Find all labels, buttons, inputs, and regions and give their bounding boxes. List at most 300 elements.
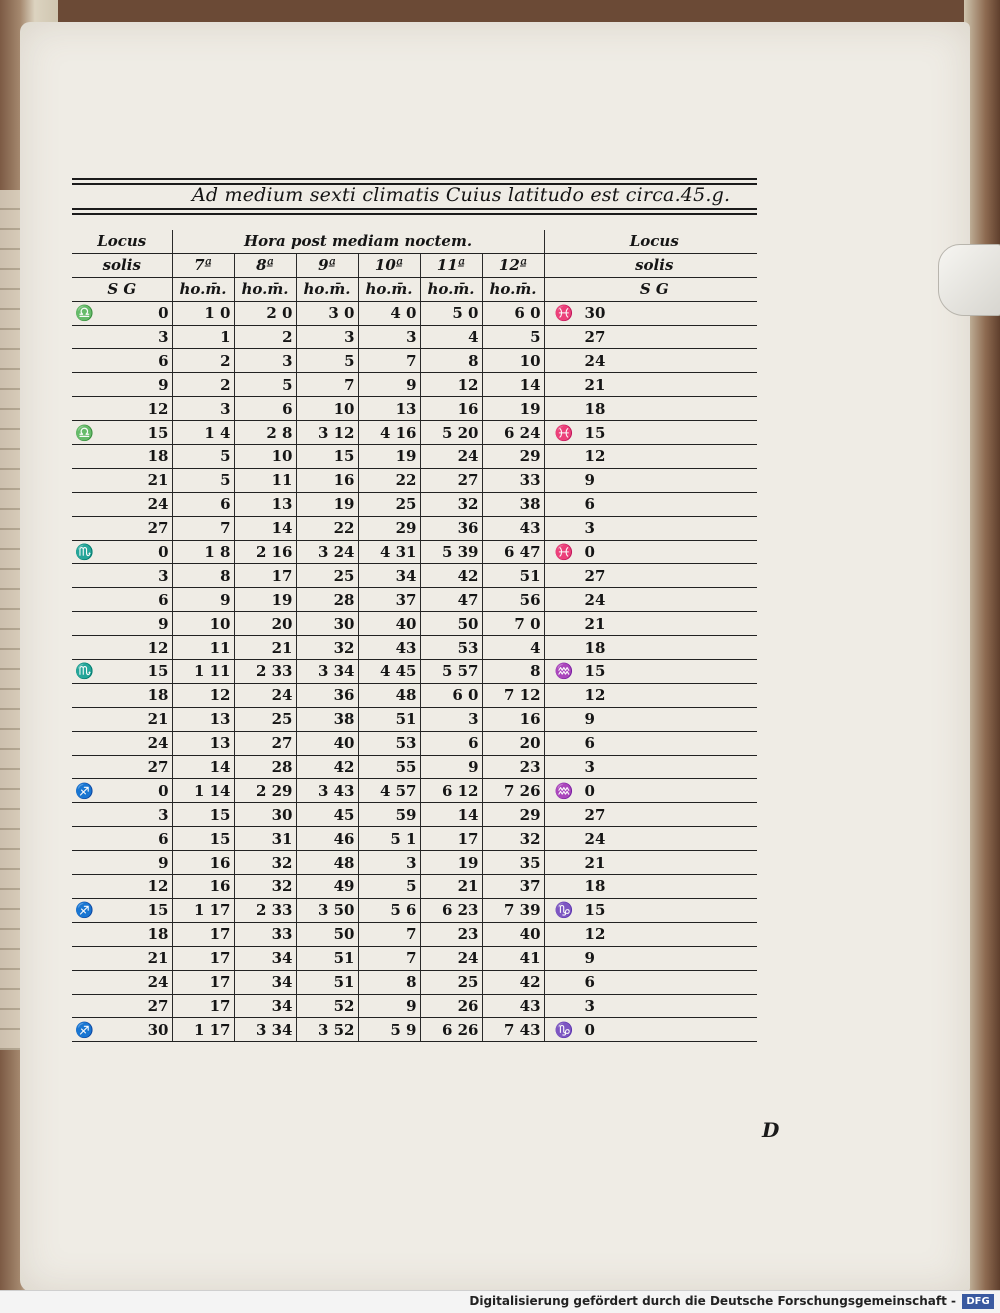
locus-right-cell (544, 755, 757, 779)
time-cell: 4 (482, 636, 544, 660)
time-cell: 23 (420, 922, 482, 946)
time-cell: 3 50 (296, 898, 358, 922)
time-cell: 4 16 (358, 421, 420, 445)
degree-value: 24 (584, 351, 606, 370)
degree-value: 9 (158, 614, 169, 633)
time-cell: 24 (420, 946, 482, 970)
locus-left-cell (72, 898, 172, 922)
title-rule (72, 208, 757, 210)
locus-right-cell (544, 636, 757, 660)
time-cell: 32 (296, 636, 358, 660)
time-cell: 34 (234, 946, 296, 970)
locus-right-cell (544, 994, 757, 1018)
locus-left-cell (72, 827, 172, 851)
table-row (72, 373, 757, 397)
locus-right-cell (544, 421, 757, 445)
time-cell: 30 (296, 612, 358, 636)
time-cell: 29 (482, 803, 544, 827)
time-cell: 14 (420, 803, 482, 827)
unit-label: ho.m̄. (172, 277, 234, 301)
table-row (72, 325, 757, 349)
degree-value: 24 (147, 495, 169, 514)
degree-value: 15 (147, 423, 169, 442)
time-cell: 5 (358, 875, 420, 899)
degree-value: 27 (584, 805, 606, 824)
time-cell: 10 (234, 445, 296, 469)
degree-value: 6 (158, 590, 169, 609)
time-cell: 25 (234, 707, 296, 731)
time-cell: 6 (420, 731, 482, 755)
locus-left-cell (72, 994, 172, 1018)
time-cell: 8 (358, 970, 420, 994)
locus-right-cell (544, 851, 757, 875)
degree-value: 3 (584, 519, 595, 538)
time-cell: 38 (482, 492, 544, 516)
time-cell: 21 (420, 875, 482, 899)
degree-value: 18 (584, 638, 606, 657)
zodiac-sign-icon: ♓ (554, 543, 574, 562)
dfg-logo: DFG (962, 1294, 994, 1309)
time-cell: 45 (296, 803, 358, 827)
time-cell: 8 (482, 660, 544, 684)
time-cell: 5 (172, 468, 234, 492)
hora-label: Hora post mediam noctem. (172, 230, 544, 253)
footer-credit: Digitalisierung gefördert durch die Deutsche Forschungsgemeinschaft - (469, 1294, 956, 1308)
degree-value: 12 (147, 877, 169, 896)
degree-value: 27 (584, 566, 606, 585)
time-cell: 32 (234, 875, 296, 899)
time-cell: 21 (234, 636, 296, 660)
time-cell: 14 (172, 755, 234, 779)
table-row (72, 803, 757, 827)
astronomical-table (72, 178, 780, 1142)
time-cell: 31 (234, 827, 296, 851)
time-cell: 9 (420, 755, 482, 779)
time-cell: 20 (234, 612, 296, 636)
time-cell: 1 4 (172, 421, 234, 445)
time-cell: 3 34 (296, 660, 358, 684)
time-cell: 1 17 (172, 1018, 234, 1042)
degree-value: 12 (584, 447, 606, 466)
unit-label: ho.m̄. (420, 277, 482, 301)
time-cell: 2 33 (234, 898, 296, 922)
degree-value: 3 (158, 805, 169, 824)
time-cell: 30 (234, 803, 296, 827)
time-cell: 34 (358, 564, 420, 588)
degree-value: 27 (147, 519, 169, 538)
degree-value: 18 (147, 686, 169, 705)
time-cell: 50 (296, 922, 358, 946)
time-cell: 4 (420, 325, 482, 349)
time-cell: 20 (482, 731, 544, 755)
degree-value: 18 (584, 877, 606, 896)
locus-right-cell (544, 397, 757, 421)
time-cell: 33 (234, 922, 296, 946)
degree-value: 9 (584, 949, 595, 968)
zodiac-sign-icon: ♎ (75, 423, 94, 442)
table-row (72, 875, 757, 899)
table-row (72, 492, 757, 516)
locus-left-cell (72, 970, 172, 994)
degree-value: 18 (147, 925, 169, 944)
time-cell: 48 (296, 851, 358, 875)
top-rule (72, 178, 757, 180)
header-row (72, 253, 757, 277)
table-row (72, 660, 757, 684)
time-cell: 3 (420, 707, 482, 731)
hour-label: 10ª (358, 253, 420, 277)
time-cell: 2 33 (234, 660, 296, 684)
time-cell: 22 (358, 468, 420, 492)
time-cell: 7 26 (482, 779, 544, 803)
locus-right-cell (544, 707, 757, 731)
degree-value: 27 (147, 758, 169, 777)
degree-value: 21 (147, 949, 169, 968)
time-cell: 1 14 (172, 779, 234, 803)
time-cell: 9 (358, 994, 420, 1018)
title-rule (72, 213, 757, 215)
zodiac-sign-icon: ♓ (554, 304, 574, 323)
time-cell: 32 (482, 827, 544, 851)
table-row (72, 851, 757, 875)
locus-left-cell (72, 540, 172, 564)
degree-value: 30 (147, 1020, 169, 1039)
unit-label: ho.m̄. (296, 277, 358, 301)
locus-left-cell (72, 851, 172, 875)
degree-value: 0 (158, 304, 169, 323)
table-row (72, 421, 757, 445)
locus-right-cell (544, 325, 757, 349)
degree-value: 15 (147, 662, 169, 681)
locus-left-cell (72, 445, 172, 469)
time-cell: 29 (358, 516, 420, 540)
degree-value: 9 (584, 710, 595, 729)
time-cell: 5 20 (420, 421, 482, 445)
degree-value: 21 (147, 471, 169, 490)
table-row (72, 516, 757, 540)
locus-left-cell (72, 492, 172, 516)
time-cell: 42 (482, 970, 544, 994)
time-cell: 7 0 (482, 612, 544, 636)
time-cell: 3 43 (296, 779, 358, 803)
locus-right-cell (544, 946, 757, 970)
locus-left-cell (72, 731, 172, 755)
time-cell: 4 45 (358, 660, 420, 684)
table-row (72, 683, 757, 707)
locus-left-cell (72, 875, 172, 899)
time-cell: 13 (172, 707, 234, 731)
locus-right-cell (544, 373, 757, 397)
degree-value: 6 (158, 351, 169, 370)
time-cell: 25 (420, 970, 482, 994)
locus-right-cell (544, 898, 757, 922)
time-cell: 32 (420, 492, 482, 516)
degree-value: 9 (158, 375, 169, 394)
footer-bar (0, 1290, 1000, 1313)
sg-left-label: S G (72, 277, 172, 301)
time-cell: 17 (172, 922, 234, 946)
locus-left-cell (72, 397, 172, 421)
time-cell: 27 (234, 731, 296, 755)
locus-left-cell (72, 349, 172, 373)
degree-value: 0 (584, 1020, 595, 1039)
time-cell: 5 9 (358, 1018, 420, 1042)
table-row (72, 994, 757, 1018)
locus-right-cell (544, 445, 757, 469)
time-cell: 14 (482, 373, 544, 397)
header-row (72, 277, 757, 301)
degree-value: 0 (158, 543, 169, 562)
time-cell: 5 0 (420, 301, 482, 325)
time-cell: 5 39 (420, 540, 482, 564)
unit-label: ho.m̄. (482, 277, 544, 301)
degree-value: 12 (147, 638, 169, 657)
time-cell: 40 (358, 612, 420, 636)
locus-left-cell (72, 636, 172, 660)
degree-value: 21 (147, 710, 169, 729)
degree-value: 12 (147, 399, 169, 418)
table-row (72, 349, 757, 373)
locus-left-cell (72, 325, 172, 349)
locus-left-cell (72, 1018, 172, 1042)
hour-label: 11ª (420, 253, 482, 277)
time-cell: 48 (358, 683, 420, 707)
time-cell: 7 (172, 516, 234, 540)
time-cell: 1 8 (172, 540, 234, 564)
zodiac-sign-icon: ♑ (554, 1020, 574, 1039)
degree-value: 6 (584, 495, 595, 514)
time-cell: 4 57 (358, 779, 420, 803)
time-cell: 40 (296, 731, 358, 755)
time-cell: 16 (420, 397, 482, 421)
header-row (72, 230, 757, 253)
time-cell: 13 (234, 492, 296, 516)
time-cell: 1 17 (172, 898, 234, 922)
locus-left-cell (72, 373, 172, 397)
time-cell: 13 (358, 397, 420, 421)
locus-left-cell (72, 707, 172, 731)
time-cell: 33 (482, 468, 544, 492)
table-row (72, 612, 757, 636)
time-cell: 42 (296, 755, 358, 779)
locus-right-cell (544, 779, 757, 803)
time-cell: 4 0 (358, 301, 420, 325)
locus-left-cell (72, 946, 172, 970)
degree-value: 9 (584, 471, 595, 490)
time-cell: 2 (172, 349, 234, 373)
time-cell: 7 (358, 349, 420, 373)
locus-right-cell (544, 301, 757, 325)
degree-value: 0 (584, 781, 595, 800)
time-cell: 7 (358, 922, 420, 946)
time-cell: 2 (172, 373, 234, 397)
degree-value: 18 (147, 447, 169, 466)
sg-right-label: S G (544, 277, 757, 301)
time-cell: 19 (482, 397, 544, 421)
degree-value: 24 (147, 973, 169, 992)
locus-right-cell (544, 492, 757, 516)
time-cell: 46 (296, 827, 358, 851)
locus-left-label: Locus (72, 230, 172, 253)
table-row (72, 922, 757, 946)
unit-label: ho.m̄. (358, 277, 420, 301)
table-row (72, 397, 757, 421)
locus-right-cell (544, 970, 757, 994)
degree-value: 18 (584, 399, 606, 418)
time-cell: 26 (420, 994, 482, 1018)
locus-right-cell (544, 516, 757, 540)
degree-value: 21 (584, 614, 606, 633)
time-cell: 37 (358, 588, 420, 612)
solis-right-label: solis (544, 253, 757, 277)
time-cell: 16 (482, 707, 544, 731)
locus-right-cell (544, 468, 757, 492)
time-cell: 25 (358, 492, 420, 516)
time-cell: 29 (482, 445, 544, 469)
table-row (72, 301, 757, 325)
zodiac-sign-icon: ♐ (75, 1020, 94, 1039)
time-cell: 6 (172, 492, 234, 516)
time-cell: 5 (482, 325, 544, 349)
degree-value: 0 (158, 781, 169, 800)
time-cell: 56 (482, 588, 544, 612)
locus-left-cell (72, 516, 172, 540)
locus-left-cell (72, 612, 172, 636)
time-cell: 8 (172, 564, 234, 588)
time-cell: 5 (172, 445, 234, 469)
time-cell: 23 (482, 755, 544, 779)
time-cell: 8 (420, 349, 482, 373)
time-cell: 7 (296, 373, 358, 397)
signature-mark: D (762, 1118, 780, 1142)
time-cell: 36 (296, 683, 358, 707)
time-cell: 13 (172, 731, 234, 755)
degree-value: 3 (158, 566, 169, 585)
time-cell: 6 24 (482, 421, 544, 445)
time-cell: 15 (296, 445, 358, 469)
degree-value: 12 (584, 925, 606, 944)
time-cell: 52 (296, 994, 358, 1018)
time-cell: 5 (296, 349, 358, 373)
time-cell: 12 (420, 373, 482, 397)
degree-value: 3 (584, 758, 595, 777)
time-cell: 2 29 (234, 779, 296, 803)
time-cell: 9 (358, 373, 420, 397)
locus-right-cell (544, 564, 757, 588)
time-cell: 3 12 (296, 421, 358, 445)
time-cell: 51 (296, 970, 358, 994)
degree-value: 21 (584, 375, 606, 394)
time-cell: 10 (172, 612, 234, 636)
time-cell: 7 (358, 946, 420, 970)
zodiac-sign-icon: ♒ (554, 662, 574, 681)
time-cell: 3 0 (296, 301, 358, 325)
degree-value: 6 (584, 973, 595, 992)
degree-value: 27 (147, 996, 169, 1015)
table-row (72, 779, 757, 803)
table-title: Ad medium sexti climatis Cuius latitudo est circa.45.g. (192, 184, 731, 206)
time-cell: 9 (172, 588, 234, 612)
time-cell: 11 (172, 636, 234, 660)
degree-value: 24 (584, 590, 606, 609)
time-cell: 19 (296, 492, 358, 516)
locus-left-cell (72, 564, 172, 588)
zodiac-sign-icon: ♐ (75, 901, 94, 920)
time-cell: 38 (296, 707, 358, 731)
paper-tab (938, 244, 1000, 316)
locus-left-cell (72, 779, 172, 803)
time-cell: 49 (296, 875, 358, 899)
time-cell: 15 (172, 803, 234, 827)
time-cell: 3 (358, 851, 420, 875)
locus-left-cell (72, 421, 172, 445)
time-cell: 17 (420, 827, 482, 851)
time-cell: 24 (420, 445, 482, 469)
table-row (72, 636, 757, 660)
time-cell: 5 6 (358, 898, 420, 922)
zodiac-sign-icon: ♑ (554, 901, 574, 920)
time-cell: 5 57 (420, 660, 482, 684)
time-cell: 35 (482, 851, 544, 875)
locus-right-cell (544, 803, 757, 827)
table-row (72, 731, 757, 755)
degree-value: 24 (147, 734, 169, 753)
time-cell: 1 11 (172, 660, 234, 684)
time-cell: 22 (296, 516, 358, 540)
table-row (72, 946, 757, 970)
time-cell: 55 (358, 755, 420, 779)
hour-label: 9ª (296, 253, 358, 277)
locus-right-cell (544, 875, 757, 899)
time-cell: 42 (420, 564, 482, 588)
time-cell: 59 (358, 803, 420, 827)
time-cell: 6 (234, 397, 296, 421)
locus-left-cell (72, 803, 172, 827)
time-cell: 36 (420, 516, 482, 540)
hours-table (72, 230, 757, 1042)
table-row (72, 588, 757, 612)
table-row (72, 468, 757, 492)
locus-left-cell (72, 660, 172, 684)
time-cell: 27 (420, 468, 482, 492)
time-cell: 6 12 (420, 779, 482, 803)
locus-right-cell (544, 922, 757, 946)
zodiac-sign-icon: ♒ (554, 781, 574, 800)
time-cell: 41 (482, 946, 544, 970)
time-cell: 19 (234, 588, 296, 612)
locus-left-cell (72, 468, 172, 492)
zodiac-sign-icon: ♓ (554, 423, 574, 442)
time-cell: 3 (172, 397, 234, 421)
degree-value: 15 (584, 901, 606, 920)
degree-value: 24 (584, 829, 606, 848)
time-cell: 3 34 (234, 1018, 296, 1042)
table-row (72, 898, 757, 922)
time-cell: 3 24 (296, 540, 358, 564)
locus-right-cell (544, 349, 757, 373)
degree-value: 6 (584, 734, 595, 753)
solis-left-label: solis (72, 253, 172, 277)
time-cell: 17 (172, 994, 234, 1018)
time-cell: 10 (296, 397, 358, 421)
time-cell: 2 16 (234, 540, 296, 564)
table-row (72, 445, 757, 469)
time-cell: 28 (296, 588, 358, 612)
time-cell: 1 0 (172, 301, 234, 325)
degree-value: 6 (158, 829, 169, 848)
table-row (72, 564, 757, 588)
degree-value: 21 (584, 853, 606, 872)
